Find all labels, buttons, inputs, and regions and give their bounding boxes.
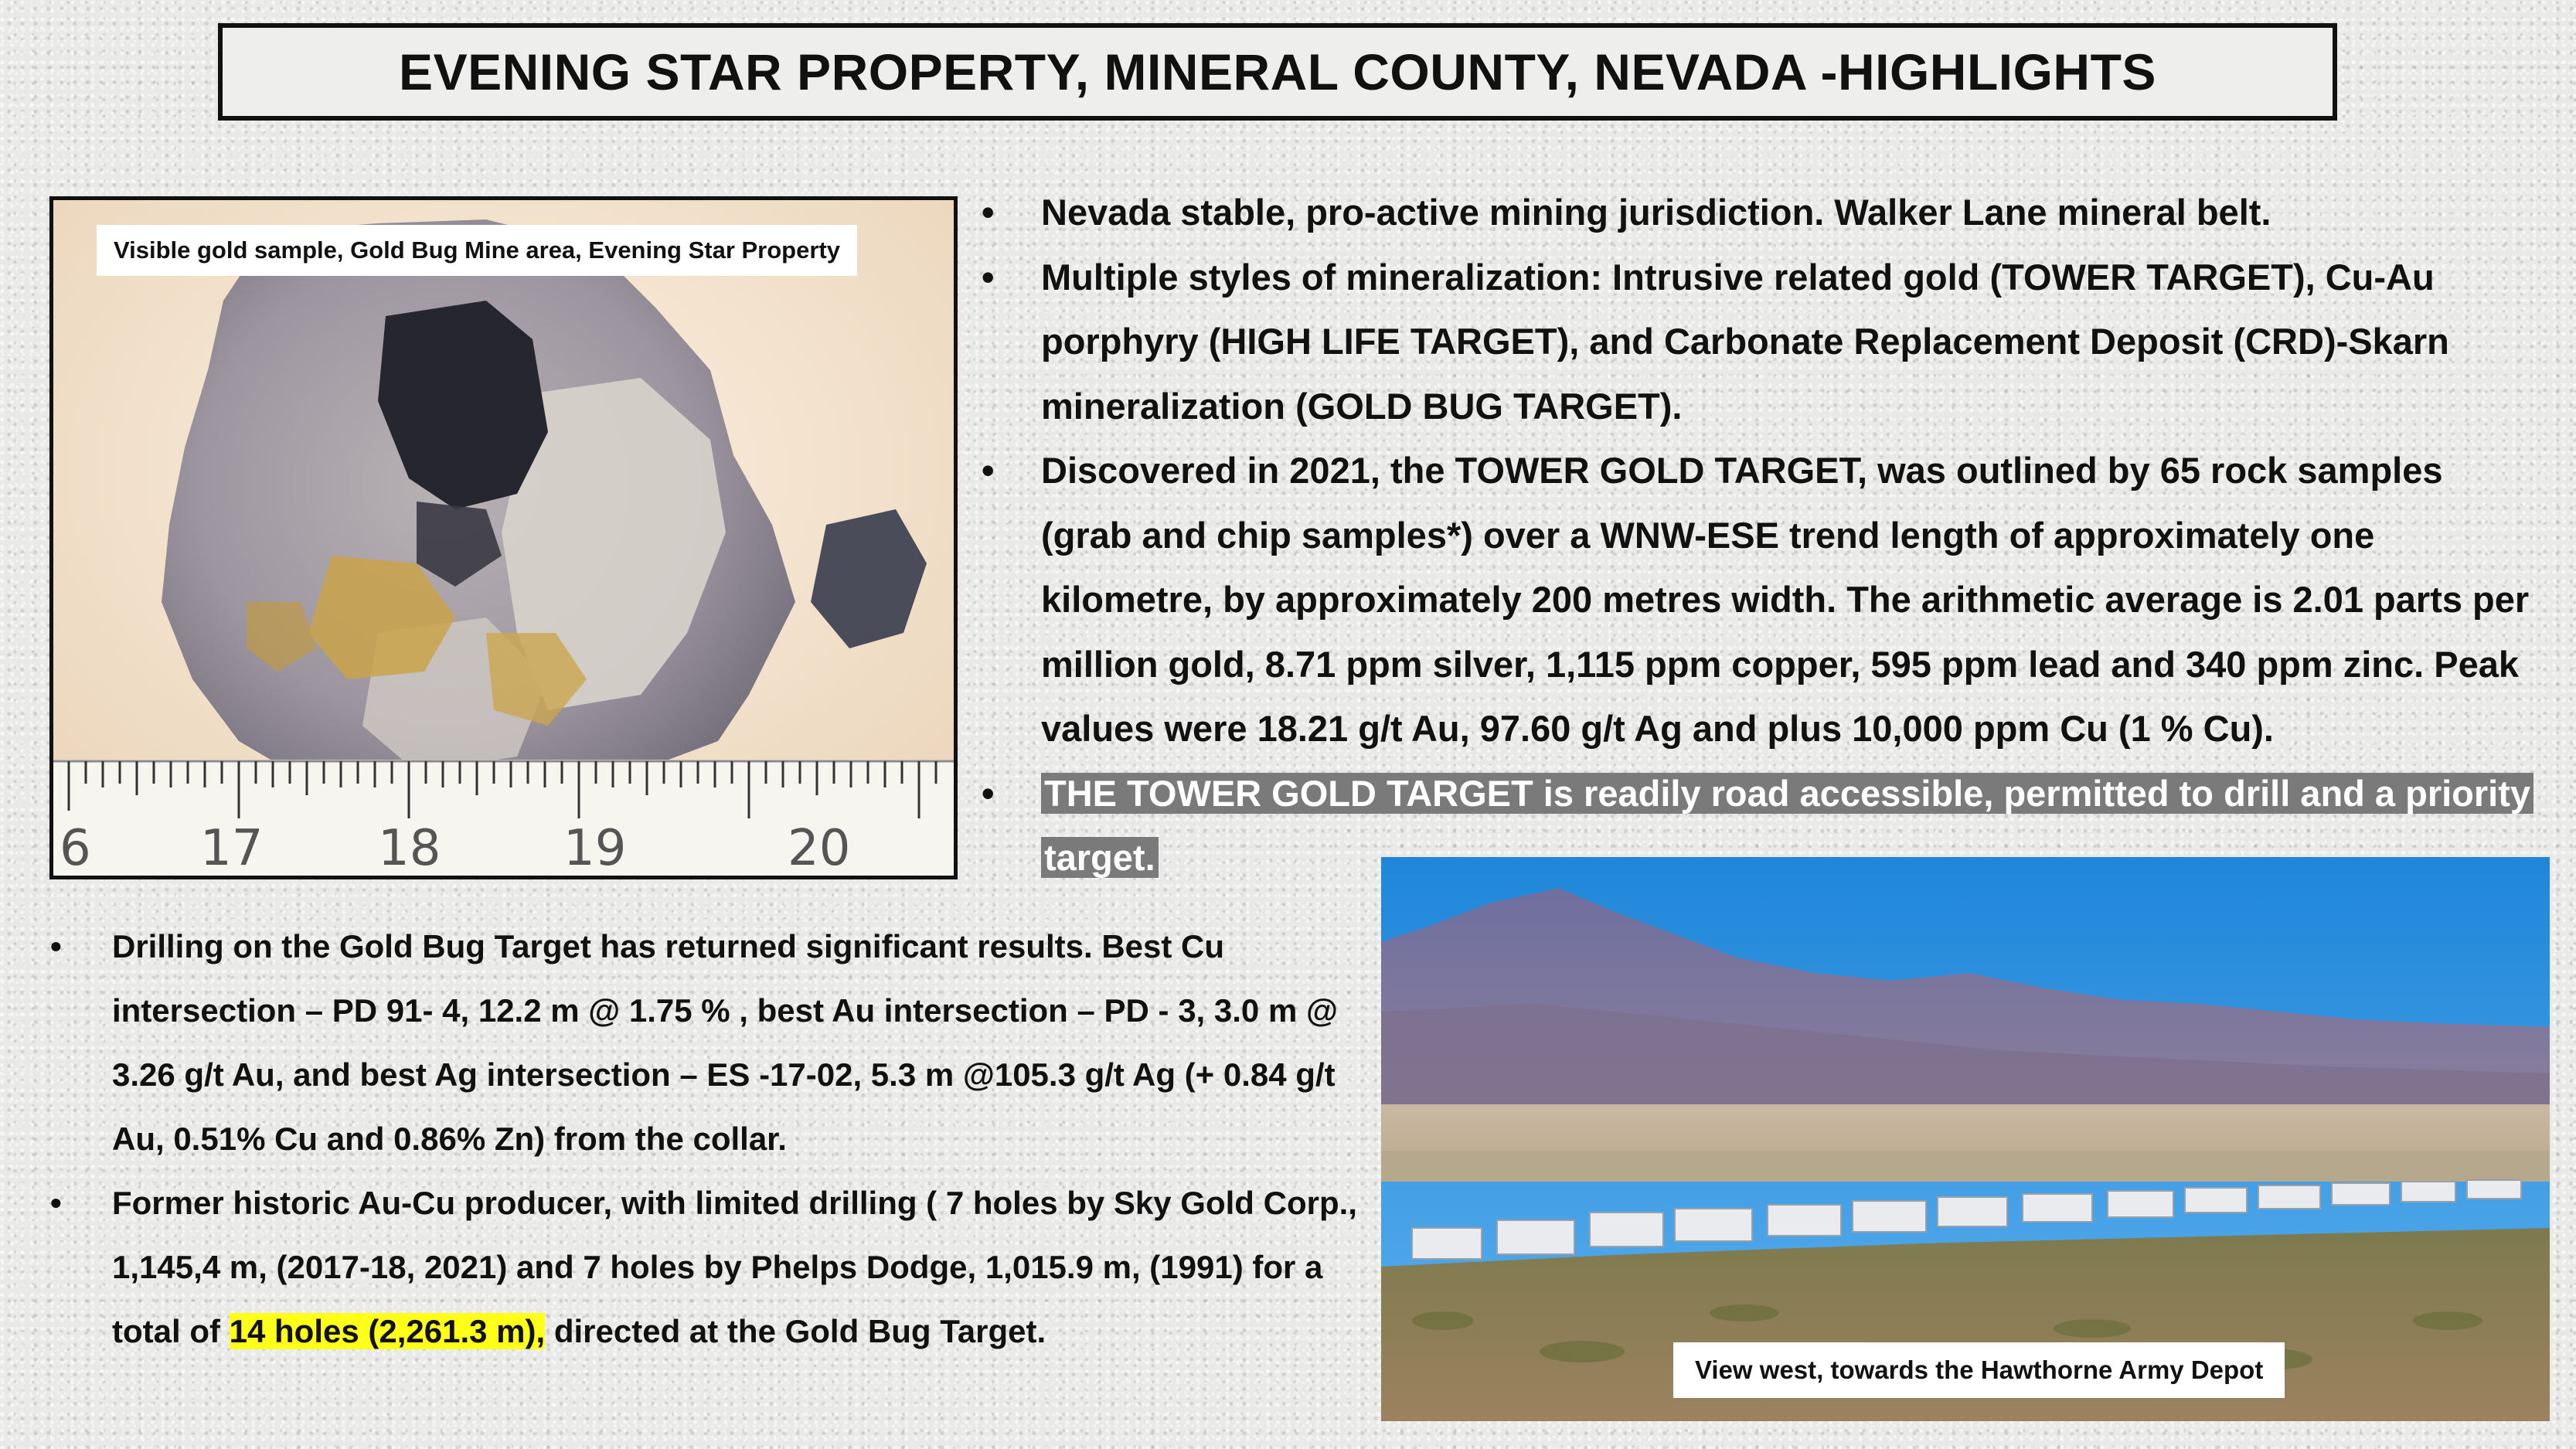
- bullet-icon: •: [982, 450, 995, 491]
- highlights-list: [966, 180, 2543, 890]
- ruler-number: 6: [60, 820, 91, 876]
- gold-sample-photo: [49, 196, 958, 879]
- bullet-text: Multiple styles of mineralization: Intrusive related gold (TOWER TARGET), Cu-Au porphyry (HIGH LIFE TARGET), and Carbonate Replacement Deposit (CRD)-Skarn mineralization (GOLD BUG TARGET).: [1041, 256, 2449, 427]
- highlighted-bullet-text: THE TOWER GOLD TARGET is readily road accessible, permitted to drill and a priority target.: [1041, 773, 2533, 879]
- list-item: [966, 245, 2543, 439]
- ruler-number: 18: [378, 820, 441, 876]
- ruler-number: 20: [788, 820, 851, 876]
- title-box: [218, 23, 2337, 121]
- landscape-image: [1381, 857, 2550, 1421]
- bullet-text: Drilling on the Gold Bug Target has returned significant results. Best Cu intersection – PD 91- 4, 12.2 m @ 1.75 % , best Au intersection – PD - 3, 3.0 m @ 3.26 g/t Au, and best Ag intersection – ES -17-02, 5.3 m @105.3 g/t Ag (+ 0.84 g/t Au, 0.51% Cu and 0.86% Zn) from the collar.: [112, 928, 1338, 1157]
- ruler-number: 17: [200, 820, 264, 876]
- bullet-icon: •: [50, 928, 62, 964]
- bullet-text-before: Former historic Au-Cu producer, with limited drilling ( 7 holes by Sky Gold Corp., 1,145,4 m, (2017-18, 2021) and 7 holes by Phelps Dodge, 1,015.9 m, (1991) for a total of: [112, 1185, 1357, 1349]
- gold-sample-image: [53, 200, 954, 876]
- bullet-icon: •: [982, 772, 995, 814]
- landscape-photo-caption: View west, towards the Hawthorne Army Depot: [1673, 1342, 2285, 1398]
- highlighted-total-holes: 14 holes (2,261.3 m),: [229, 1313, 546, 1349]
- bullet-icon: •: [982, 256, 995, 298]
- list-item: [46, 914, 1360, 1171]
- ruler-number: 19: [563, 820, 627, 876]
- gold-photo-caption: Visible gold sample, Gold Bug Mine area, Evening Star Property: [97, 225, 857, 276]
- bullet-text-after: directed at the Gold Bug Target.: [545, 1313, 1046, 1349]
- landscape-photo: [1381, 857, 2550, 1421]
- list-item: [46, 1171, 1360, 1363]
- bullet-icon: •: [50, 1185, 62, 1221]
- bullet-text: Discovered in 2021, the TOWER GOLD TARGET, was outlined by 65 rock samples (grab and chip samples*) over a WNW-ESE trend length of approximately one kilometre, by approximately 200 metres width. The arithmetic average is 2.01 parts per million gold, 8.71 ppm silver, 1,115 ppm copper, 595 ppm lead and 340 ppm zinc. Peak values were 18.21 g/t Au, 97.60 g/t Ag and plus 10,000 ppm Cu (1 % Cu).: [1041, 450, 2530, 749]
- list-item: [966, 180, 2543, 245]
- bullet-icon: •: [982, 192, 995, 233]
- list-item: [966, 438, 2543, 761]
- page-title: EVENING STAR PROPERTY, MINERAL COUNTY, NEVADA -HIGHLIGHTS: [399, 43, 2156, 100]
- drilling-list: [46, 914, 1360, 1363]
- bullet-text: Nevada stable, pro-active mining jurisdiction. Walker Lane mineral belt.: [1041, 192, 2271, 233]
